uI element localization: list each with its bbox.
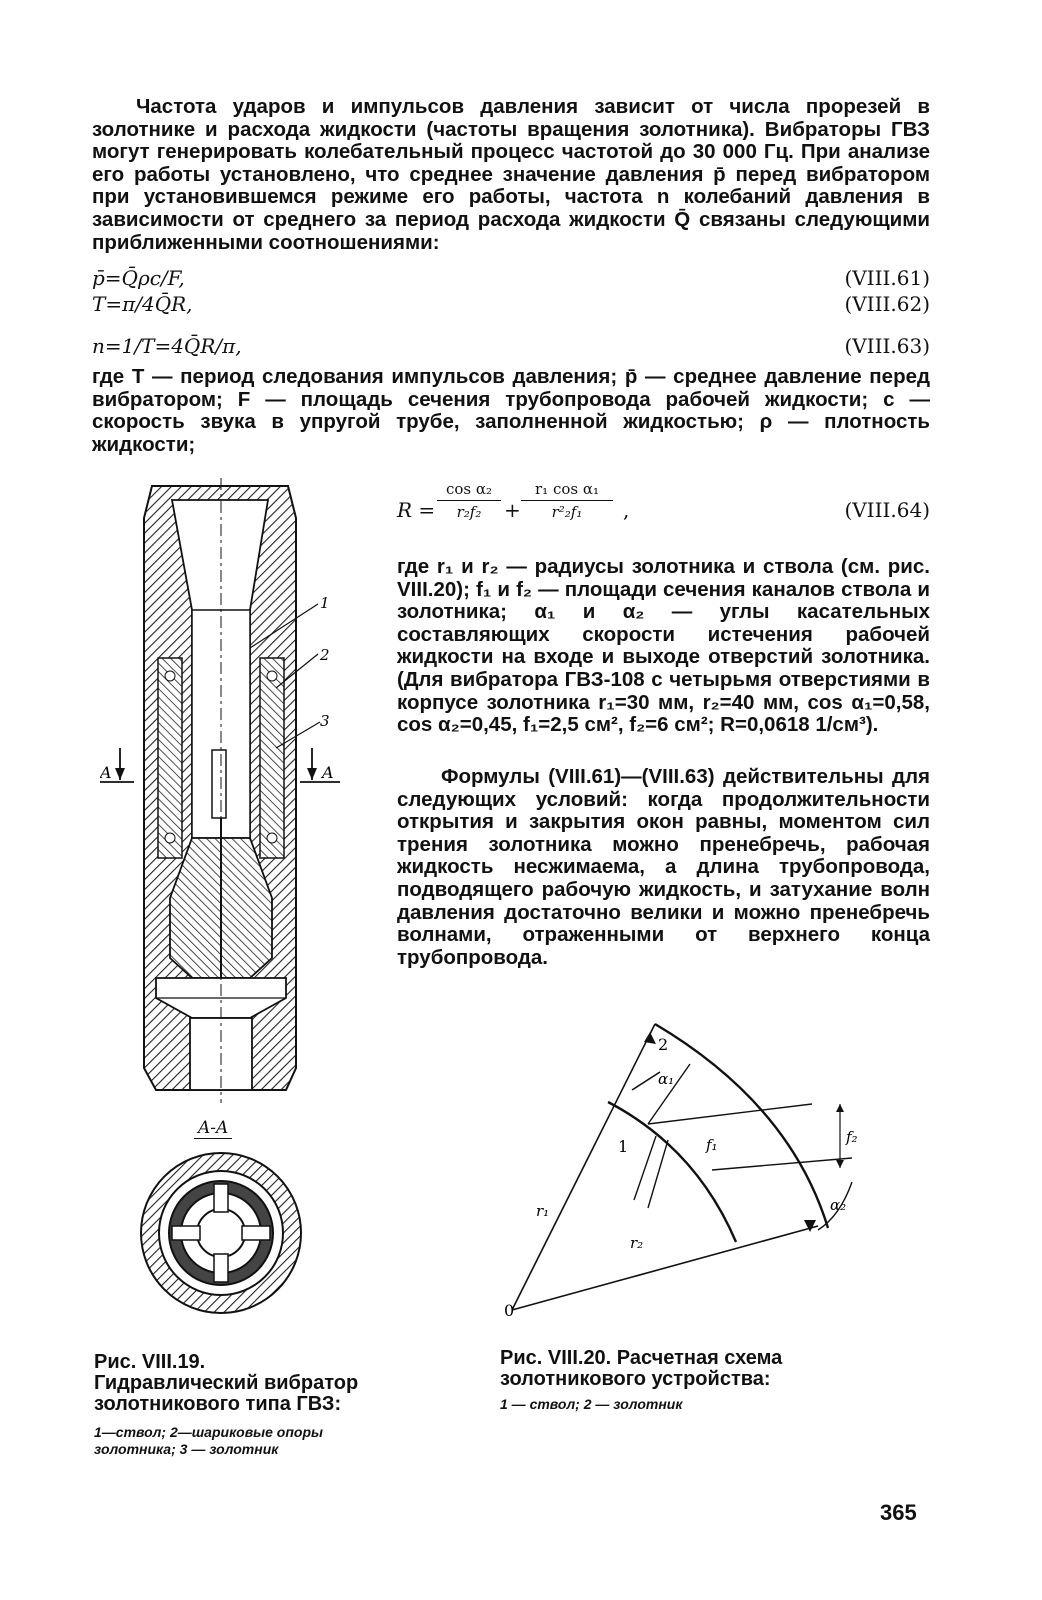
- intro-paragraph: Частота ударов и импульсов давления зависит от числа прорезей в золотнике и расхода жидкости (частоты вращения золотника). Вибраторы ГВЗ могут генерировать колебательный процесс частотой до 30 000 Гц. При анализе его работы установлено, что среднее значение давления p̄ перед вибратором при установившемся режиме его работы, частота n колебаний давления в зависимости от среднего за период расхода жидкости Q̄ связаны следующими приближенными соотношениями:: [92, 95, 930, 254]
- eq64-plus: +: [504, 498, 521, 522]
- fig19-section-a-right: A: [322, 763, 334, 782]
- fig20-label-1: 1: [618, 1137, 629, 1156]
- fig19-section-title: A-A: [194, 1118, 232, 1139]
- equation-number: (VIII.62): [844, 292, 930, 316]
- where-paragraph: где T — период следования импульсов давления; p̄ — среднее давление перед вибратором; F — площадь сечения трубопровода рабочей жидкости; c — скорость звука в упругой трубе, заполненной жидкостью; ρ — плотность жидкости;: [92, 365, 930, 456]
- equation-61: [92, 266, 930, 292]
- fig20-r2: r₂: [630, 1234, 644, 1252]
- equation-number: (VIII.61): [844, 266, 930, 290]
- equation-62: [92, 292, 930, 318]
- fig19-section-view: [138, 1150, 304, 1316]
- equation-expr: T=π/4Q̄R,: [92, 292, 193, 316]
- eq64-frac1-den: r₂f₂: [456, 503, 482, 521]
- equation-number: (VIII.63): [844, 334, 930, 358]
- eq64-frac2: [521, 480, 613, 521]
- fig20-alpha1: α₁: [658, 1070, 675, 1088]
- equation-expr: n=1/T=4Q̄R/π,: [92, 334, 242, 358]
- fig19-label-3: 3: [320, 712, 330, 730]
- fig19-drawing: [100, 478, 360, 1118]
- fig20-r1: r₁: [536, 1202, 550, 1220]
- eq64-frac2-den: r²₂f₁: [551, 503, 583, 521]
- eq64-frac1-num: cos α₂: [437, 480, 501, 501]
- fig20-f1: f₁: [706, 1136, 718, 1154]
- right-paragraph-1: где r₁ и r₂ — радиусы золотника и ствола (см. рис. VIII.20); f₁ и f₂ — площади сечения каналов ствола и золотника; α₁ и α₂ — углы касательных составляющих скорости истечения рабочей жидкости на входе и выходе отверстий золотника. (Для вибратора ГВЗ-108 с четырьмя отверстиями в корпусе золотника r₁=30 мм, r₂=40 мм, cos α₁=0,58, cos α₂=0,45, f₁=2,5 см², f₂=6 см²; R=0,0618 1/см³).: [397, 555, 930, 737]
- eq64-comma: ,: [623, 498, 630, 522]
- right-paragraph-2: Формулы (VIII.61)—(VIII.63) действительны для следующих условий: когда продолжительности открытия и закрытия окон равны, моментом сил трения золотника можно пренебречь, рабочая жидкость несжимаема, а длина трубопровода, подводящего рабочую жидкость, и затухание волн давления достаточно велики и можно пренебречь волнами, отраженными от верхнего конца трубопровода.: [397, 765, 930, 969]
- fig20-origin: 0: [504, 1301, 515, 1320]
- eq64-frac2-num: r₁ cos α₁: [521, 480, 613, 501]
- equation-63: [92, 334, 930, 360]
- fig19-caption: Рис. VIII.19. Гидравлический вибратор золотникового типа ГВЗ:: [94, 1351, 359, 1415]
- fig20-alpha2: α₂: [830, 1196, 847, 1214]
- page-number: 365: [880, 1500, 917, 1525]
- fig20-legend: 1 — ствол; 2 — золотник: [500, 1396, 683, 1412]
- equation-64: [397, 478, 930, 540]
- equation-expr: p̄=Q̄ρc/F,: [92, 266, 185, 290]
- fig20-label-2: 2: [658, 1035, 669, 1054]
- fig20-f2: f₂: [846, 1128, 858, 1146]
- fig19-label-1: 1: [320, 594, 330, 612]
- fig20-drawing: [500, 1020, 890, 1320]
- fig19-label-2: 2: [320, 646, 330, 664]
- eq64-frac1: [437, 480, 501, 521]
- eq64-lhs: R =: [397, 498, 436, 522]
- fig19-legend: 1—ствол; 2—шариковые опоры золотника; 3 — золотник: [94, 1424, 323, 1457]
- equation-number: (VIII.64): [844, 498, 930, 522]
- fig19-section-a-left: A: [100, 763, 112, 782]
- fig20-caption: Рис. VIII.20. Расчетная схема золотникового устройства:: [500, 1347, 783, 1390]
